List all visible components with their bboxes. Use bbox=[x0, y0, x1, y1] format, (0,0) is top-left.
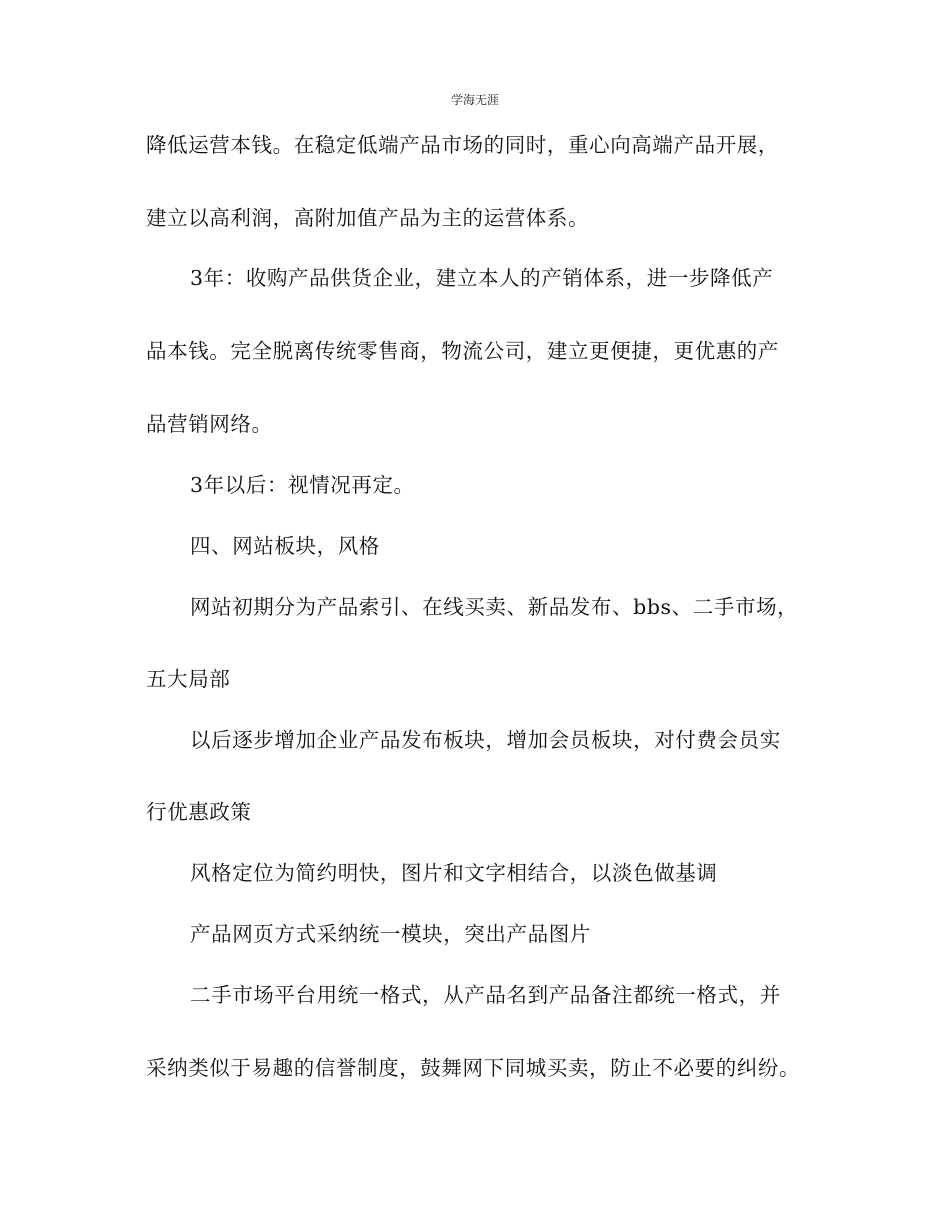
paragraph-line: 以后逐步增加企业产品发布板块，增加会员板块，对付费会员实 bbox=[190, 728, 781, 752]
paragraph-line: 品营销网络。 bbox=[146, 412, 273, 436]
paragraph-line: 品本钱。完全脱离传统零售商，物流公司，建立更便捷，更优惠的产 bbox=[146, 339, 779, 363]
paragraph-line: 五大局部 bbox=[146, 667, 231, 691]
paragraph-line: 建立以高利润，高附加值产品为主的运营体系。 bbox=[146, 206, 590, 230]
paragraph-line: 3年：收购产品供货企业，建立本人的产销体系，进一步降低产 bbox=[190, 266, 774, 290]
paragraph-line: 二手市场平台用统一格式，从产品名到产品备注都统一格式，并 bbox=[190, 983, 781, 1007]
section-heading: 四、网站板块，风格 bbox=[190, 534, 380, 558]
page-header: 学海无涯 bbox=[450, 93, 499, 107]
paragraph-line: 3年以后：视情况再定。 bbox=[190, 473, 415, 497]
paragraph-line: 产品网页方式采纳统一模块，突出产品图片 bbox=[190, 922, 591, 946]
paragraph-line: 降低运营本钱。在稳定低端产品市场的同时，重心向高端产品开展， bbox=[146, 133, 779, 157]
paragraph-line: 风格定位为简约明快，图片和文字相结合，以淡色做基调 bbox=[190, 861, 718, 885]
paragraph-line: 网站初期分为产品索引、在线买卖、新品发布、bbs、二手市场， bbox=[190, 595, 799, 619]
paragraph-line: 采纳类似于易趣的信誉制度，鼓舞网下同城买卖，防止不必要的纠纷。 bbox=[146, 1056, 801, 1080]
paragraph-line: 行优惠政策 bbox=[146, 800, 252, 824]
